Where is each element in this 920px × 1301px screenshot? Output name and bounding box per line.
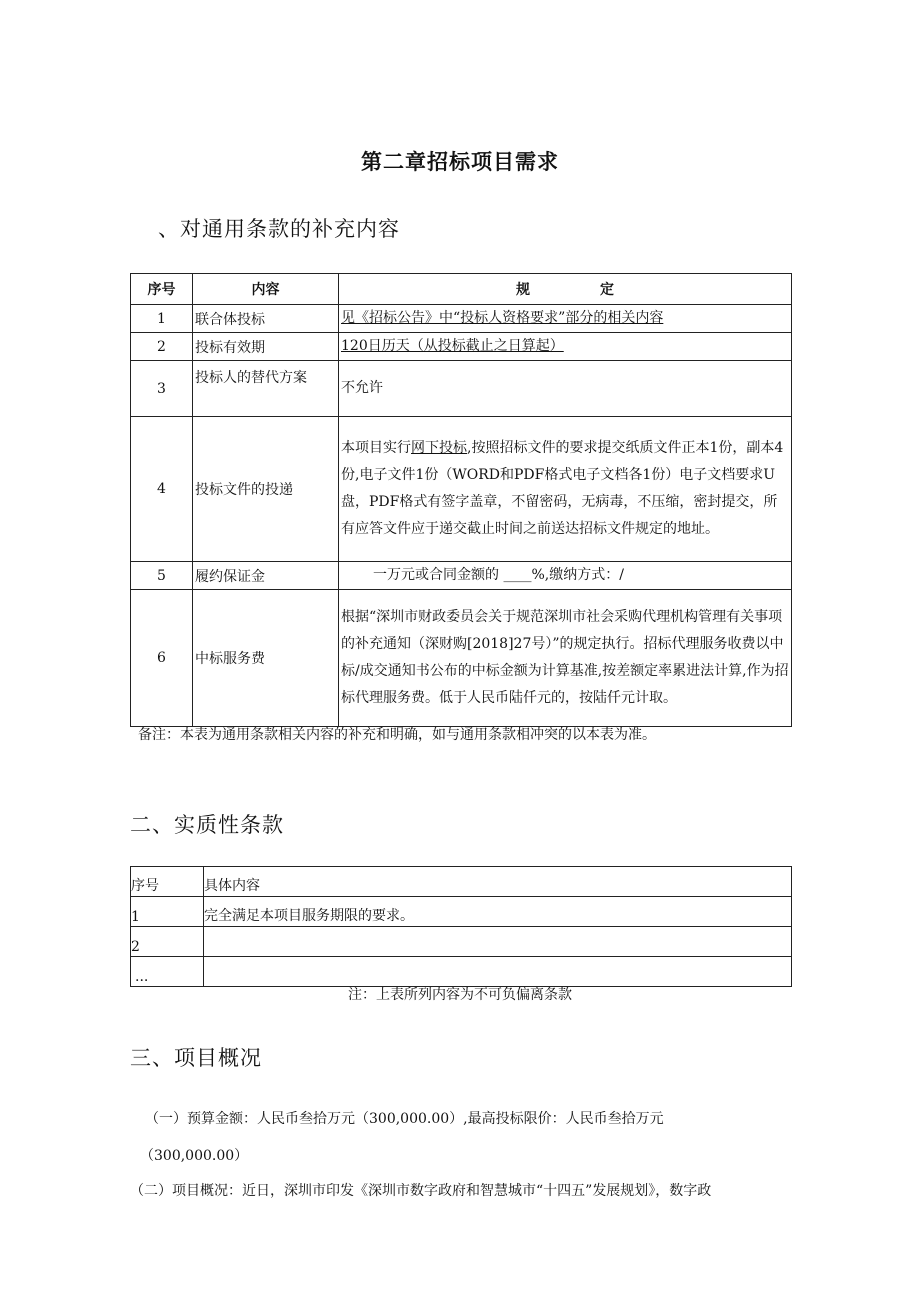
table-header-row bbox=[131, 274, 792, 305]
supplement-table bbox=[130, 273, 792, 727]
row-name: 投标文件的投递 bbox=[193, 417, 339, 562]
row-rule-link: 网下投标 bbox=[411, 440, 467, 456]
row-no: 3 bbox=[131, 361, 193, 417]
row-rule-prefix: 本项目实行 bbox=[341, 440, 411, 456]
row-content bbox=[204, 957, 792, 987]
row-rule: 见《招标公告》中“投标人资格要求”部分的相关内容 bbox=[341, 310, 664, 326]
section2-heading: 二、实质性条款 bbox=[130, 813, 284, 837]
table-row bbox=[131, 417, 792, 562]
table-header-row bbox=[131, 867, 792, 897]
table-row bbox=[131, 957, 792, 987]
section2-note: 注：上表所列内容为不可负偏离条款 bbox=[348, 987, 572, 1003]
row-content bbox=[204, 927, 792, 957]
row-no: 6 bbox=[131, 590, 193, 727]
table-row bbox=[131, 305, 792, 333]
row-no: 2 bbox=[131, 333, 193, 361]
row-rule-rest: ,按照招标文件的要求提交纸质文件正本1份，副本4份,电子文件1份（WORD和PDF格式电子文档各1份）电子文档要求U盘，PDF格式有签字盖章，不留密码，无病毒，不压缩，密封提交，所有应答文件应于递交截止时间之前送达招标文件规定的地址。 bbox=[341, 440, 784, 537]
table-row bbox=[131, 361, 792, 417]
row-no: 2 bbox=[131, 927, 204, 957]
table-row bbox=[131, 333, 792, 361]
overview-paragraph: （二）项目概况：近日，深圳市印发《深圳市数字政府和智慧城市“十四五”发展规划》，数字政 bbox=[130, 1183, 712, 1199]
row-rule: 一万元或合同金额的 ____%,缴纳方式：/ bbox=[339, 562, 792, 590]
chapter-title: 第二章招标项目需求 bbox=[361, 150, 559, 174]
header-no: 序号 bbox=[131, 274, 193, 305]
row-no: 4 bbox=[131, 417, 193, 562]
row-rule-cell bbox=[339, 305, 792, 333]
section3-heading: 三、项目概况 bbox=[130, 1046, 262, 1070]
header-content: 具体内容 bbox=[204, 867, 792, 897]
row-rule: 不允许 bbox=[339, 361, 792, 417]
header-content: 内容 bbox=[193, 274, 339, 305]
budget-paragraph-cont: （300,000.00） bbox=[140, 1148, 249, 1164]
table-row bbox=[131, 897, 792, 927]
row-name: 投标有效期 bbox=[193, 333, 339, 361]
row-content: 完全满足本项目服务期限的要求。 bbox=[204, 897, 792, 927]
row-rule-cell bbox=[339, 417, 792, 562]
header-no: 序号 bbox=[131, 867, 204, 897]
budget-paragraph: （一）预算金额：人民币叁拾万元（300,000.00）,最高投标限价：人民币叁拾万元 bbox=[145, 1111, 664, 1127]
substantive-table bbox=[130, 866, 792, 987]
header-rule: 规 定 bbox=[339, 274, 792, 305]
section1-note: 备注：本表为通用条款相关内容的补充和明确，如与通用条款相冲突的以本表为准。 bbox=[138, 727, 656, 743]
row-no: 5 bbox=[131, 562, 193, 590]
row-rule: 根据“深圳市财政委员会关于规范深圳市社会采购代理机构管理有关事项的补充通知（深财购[2018]27号）”的规定执行。招标代理服务收费以中标/成交通知书公布的中标金额为计算基准,按差额定率累进法计算,作为招标代理服务费。低于人民币陆仟元的，按陆仟元计取。 bbox=[339, 590, 792, 727]
section1-heading: 、对通用条款的补充内容 bbox=[158, 217, 400, 241]
row-name: 投标人的替代方案 bbox=[193, 361, 339, 417]
row-rule-cell bbox=[339, 333, 792, 361]
row-no: ... bbox=[131, 957, 204, 987]
table-row bbox=[131, 562, 792, 590]
row-rule: 120日历天（从投标截止之日算起） bbox=[341, 338, 564, 354]
row-name: 中标服务费 bbox=[193, 590, 339, 727]
row-name: 联合体投标 bbox=[193, 305, 339, 333]
row-name: 履约保证金 bbox=[193, 562, 339, 590]
table-row bbox=[131, 590, 792, 727]
row-no: 1 bbox=[131, 305, 193, 333]
table-row bbox=[131, 927, 792, 957]
row-no: 1 bbox=[131, 897, 204, 927]
